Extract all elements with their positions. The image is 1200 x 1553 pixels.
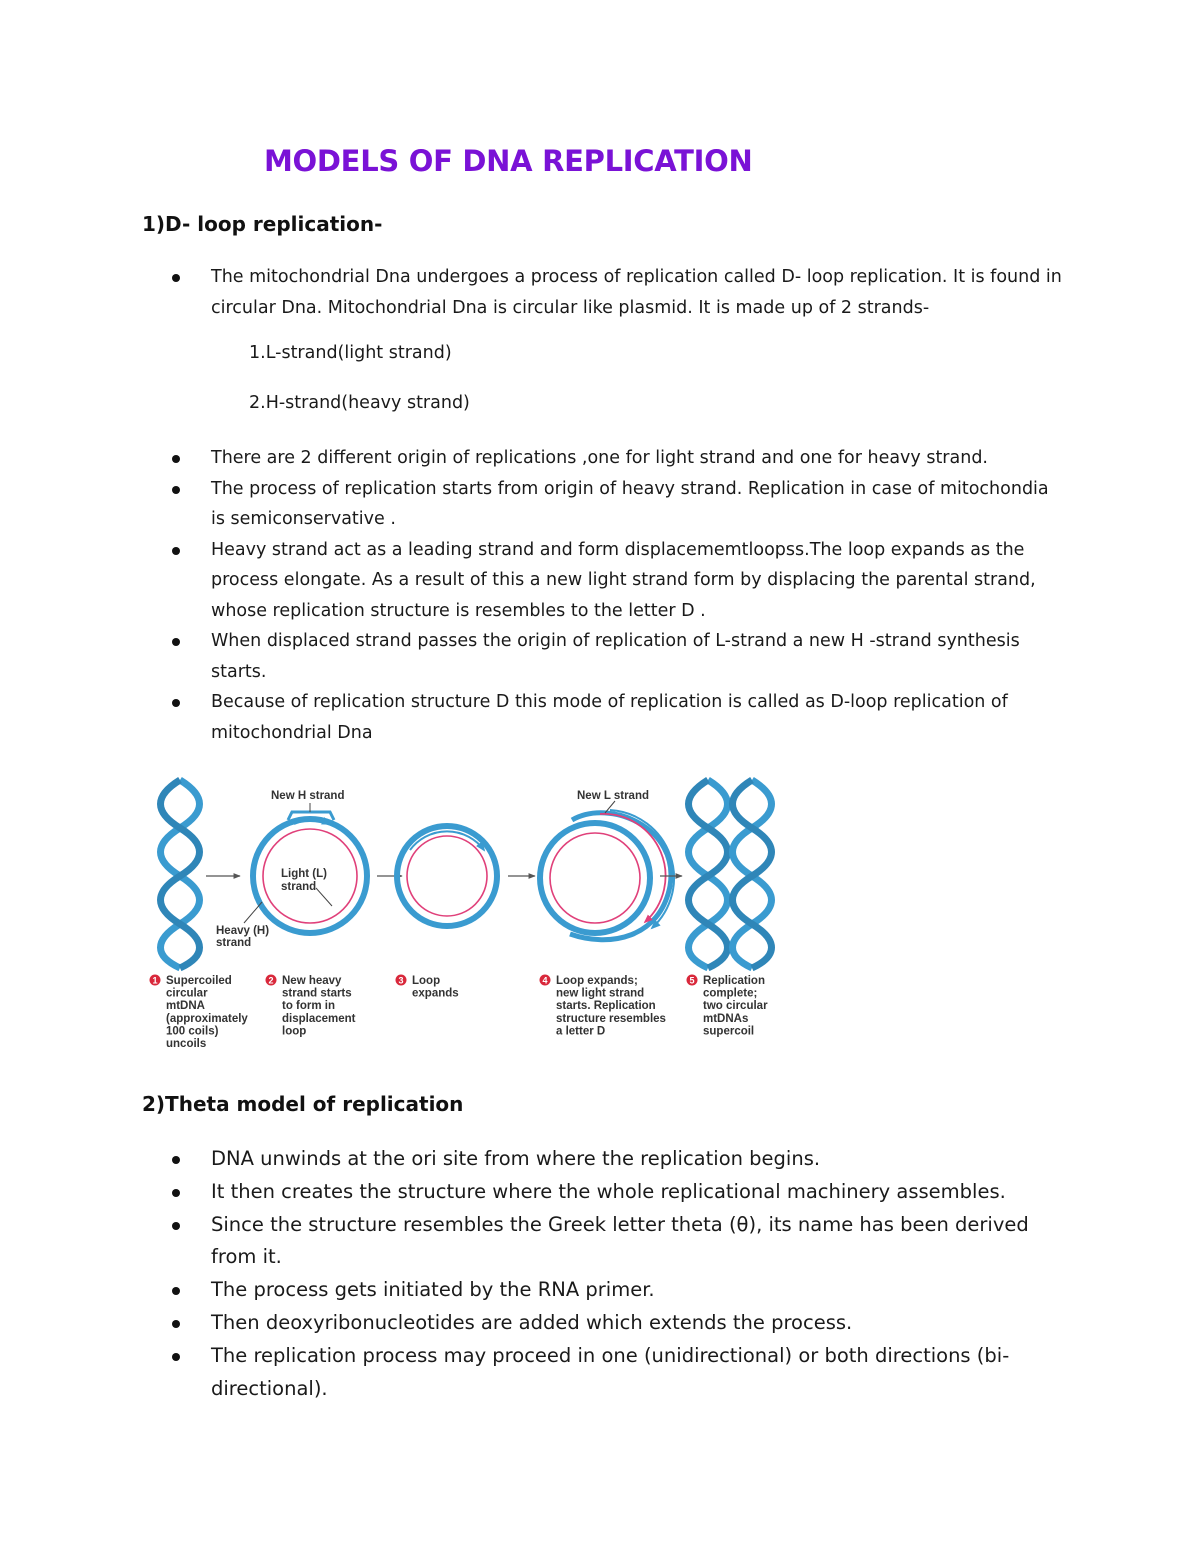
- step-caption-line: 100 coils): [166, 1025, 219, 1038]
- list-item: DNA unwinds at the ori site from where the replication begins.: [168, 1143, 1068, 1176]
- step-caption-line: mtDNA: [166, 1000, 205, 1013]
- list-item: Because of replication structure D this mode of replication is called as D-loop replication of mitochondrial Dna: [168, 687, 1068, 748]
- step-number: 3: [398, 975, 404, 986]
- step-caption-line: complete;: [703, 987, 758, 1000]
- new-l-strand-label: New L strand: [577, 790, 649, 802]
- list-item: It then creates the structure where the whole replicational machinery assembles.: [168, 1176, 1068, 1209]
- step-caption-3: [396, 975, 459, 1000]
- step-number: 2: [268, 975, 274, 986]
- step-caption-line: structure resembles: [556, 1012, 666, 1025]
- list-item: Then deoxyribonucleotides are added which extends the process.: [168, 1307, 1068, 1340]
- dloop-intro-list: [168, 262, 1068, 324]
- step-caption-line: displacement: [282, 1012, 356, 1025]
- dloop-bullet-list: [168, 443, 1068, 748]
- step-number: 4: [542, 975, 548, 986]
- step-caption-line: new light strand: [556, 987, 645, 1000]
- step-caption-4: [540, 975, 666, 1038]
- d-structure-circle: [540, 790, 674, 940]
- step-number: 5: [689, 975, 695, 986]
- step-caption-line: two circular: [703, 1000, 768, 1013]
- svg-text:strand: strand: [281, 881, 317, 893]
- loop-expands-circle: [397, 826, 497, 926]
- supercoiled-dna-icon: [161, 780, 200, 968]
- list-item: Heavy strand act as a leading strand and form displacememtloopss.The loop expands as the process elongate. As a result of this a new light strand form by displacing the parental strand, whose replication structure is resembles to the letter D .: [168, 535, 1068, 627]
- step-caption-line: starts. Replication: [556, 1000, 656, 1013]
- dloop-diagram: [140, 768, 790, 1058]
- new-h-strand-label: New H strand: [271, 790, 345, 802]
- step-caption-line: (approximately: [166, 1012, 248, 1025]
- step-caption-2: [266, 975, 356, 1038]
- list-item: The process gets initiated by the RNA primer.: [168, 1274, 1068, 1307]
- light-strand-label: Light (L): [281, 868, 327, 880]
- step-caption-line: loop: [282, 1025, 307, 1038]
- section-heading-theta: 2)Theta model of replication: [142, 1092, 464, 1116]
- list-item: 2.H-strand(heavy strand): [249, 393, 470, 413]
- step-caption-line: to form in: [282, 1000, 336, 1013]
- list-item: The mitochondrial Dna undergoes a process of replication called D- loop replication. It is found in circular Dna. Mitochondrial Dna is circular like plasmid. It is made up of 2 strands-: [168, 262, 1068, 324]
- step-caption-5: [687, 975, 769, 1038]
- step-caption-line: expands: [412, 987, 459, 1000]
- step-caption-line: Loop: [412, 975, 441, 987]
- list-item: When displaced strand passes the origin of replication of L-strand a new H -strand synthesis starts.: [168, 626, 1068, 687]
- two-supercoils-icon: [689, 780, 772, 968]
- dloop-start-circle: [216, 790, 367, 949]
- step-caption-line: Loop expands;: [556, 975, 638, 987]
- theta-bullet-list: [168, 1143, 1068, 1405]
- strand-list: [249, 343, 470, 443]
- svg-text:strand: strand: [216, 937, 252, 949]
- list-item: The replication process may proceed in one (unidirectional) or both directions (bi-directional).: [168, 1340, 1068, 1406]
- page-title: MODELS OF DNA REPLICATION: [264, 144, 753, 178]
- step-caption-line: mtDNAs: [703, 1012, 749, 1025]
- step-caption-line: Supercoiled: [166, 975, 232, 987]
- step-caption-1: [150, 975, 249, 1051]
- step-number: 1: [152, 975, 158, 986]
- list-item: The process of replication starts from origin of heavy strand. Replication in case of mitochondia is semiconservative .: [168, 474, 1068, 535]
- list-item: 1.L-strand(light strand): [249, 343, 452, 363]
- step-caption-line: New heavy: [282, 975, 342, 987]
- list-item: There are 2 different origin of replications ,one for light strand and one for heavy strand.: [168, 443, 1068, 474]
- step-caption-line: circular: [166, 987, 208, 1000]
- section-heading-dloop: 1)D- loop replication-: [142, 212, 383, 236]
- step-captions: [150, 975, 769, 1051]
- step-caption-line: strand starts: [282, 987, 352, 1000]
- step-caption-line: uncoils: [166, 1038, 207, 1050]
- step-caption-line: Replication: [703, 975, 765, 987]
- heavy-strand-label: Heavy (H): [216, 925, 270, 937]
- step-caption-line: supercoil: [703, 1025, 755, 1038]
- list-item: Since the structure resembles the Greek letter theta (θ), its name has been derived from it.: [168, 1209, 1068, 1275]
- step-caption-line: a letter D: [556, 1025, 606, 1038]
